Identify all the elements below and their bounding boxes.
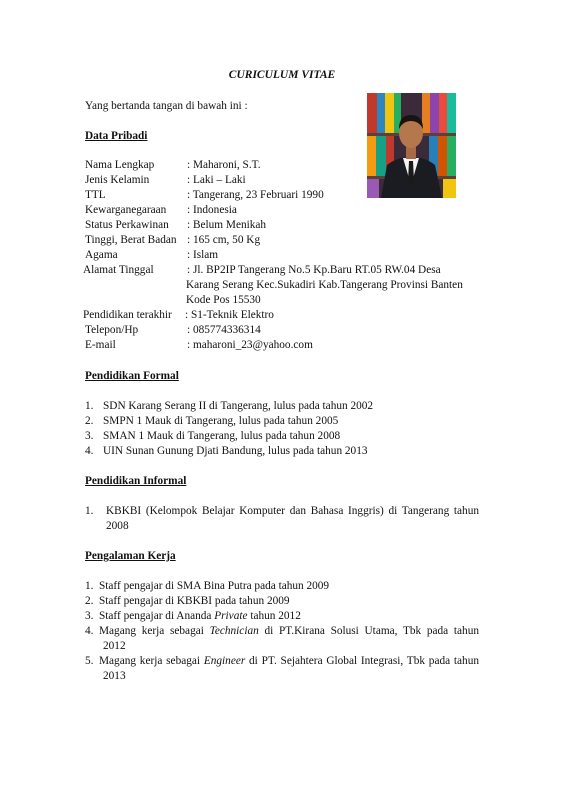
- list-item-number: 3.: [85, 430, 94, 442]
- list-item-continued: 2013: [103, 670, 126, 682]
- label-name: Nama Lengkap: [85, 159, 155, 171]
- label-religion: Agama: [85, 249, 118, 261]
- list-item-number: 3.: [85, 610, 94, 622]
- value-address-line1: : Jl. BP2IP Tangerang No.5 Kp.Baru RT.05 RW.04 Desa: [187, 264, 441, 276]
- list-item-continued: 2008: [106, 520, 129, 532]
- list-item-number: 1.: [85, 580, 94, 592]
- value-gender: : Laki – Laki: [187, 174, 246, 186]
- label-email: E-mail: [85, 339, 116, 351]
- value-phone: : 085774336314: [187, 324, 261, 336]
- label-gender: Jenis Kelamin: [85, 174, 150, 186]
- value-education: : S1-Teknik Elektro: [185, 309, 274, 321]
- section-heading-formal: Pendidikan Formal: [85, 370, 179, 382]
- value-nationality: : Indonesia: [187, 204, 237, 216]
- value-email: : maharoni_23@yahoo.com: [187, 339, 313, 351]
- list-item-number: 1.: [85, 505, 94, 517]
- list-item-number: 2.: [85, 595, 94, 607]
- list-item: UIN Sunan Gunung Djati Bandung, lulus pada tahun 2013: [103, 445, 368, 457]
- profile-photo: [367, 93, 456, 198]
- list-item: Staff pengajar di KBKBI pada tahun 2009: [99, 595, 290, 607]
- label-education: Pendidikan terakhir: [83, 309, 172, 321]
- list-item-number: 1.: [85, 400, 94, 412]
- value-birth: : Tangerang, 23 Februari 1990: [187, 189, 324, 201]
- list-item-number: 2.: [85, 415, 94, 427]
- intro-text: Yang bertanda tangan di bawah ini :: [85, 100, 248, 112]
- list-item-number: 4.: [85, 445, 94, 457]
- label-marital: Status Perkawinan: [85, 219, 169, 231]
- value-religion: : Islam: [187, 249, 219, 261]
- value-address-line3: Kode Pos 15530: [186, 294, 261, 306]
- label-nationality: Kewarganegaraan: [85, 204, 167, 216]
- label-height-weight: Tinggi, Berat Badan: [85, 234, 177, 246]
- value-height-weight: : 165 cm, 50 Kg: [187, 234, 261, 246]
- list-item: Magang kerja sebagai Technician di PT.Kirana Solusi Utama, Tbk pada tahun: [99, 625, 479, 637]
- list-item: SMPN 1 Mauk di Tangerang, lulus pada tahun 2005: [103, 415, 339, 427]
- list-item-number: 5.: [85, 655, 94, 667]
- value-marital: : Belum Menikah: [187, 219, 267, 231]
- label-birth: TTL: [85, 189, 106, 201]
- section-heading-experience: Pengalaman Kerja: [85, 550, 176, 562]
- list-item: SDN Karang Serang II di Tangerang, lulus pada tahun 2002: [103, 400, 374, 412]
- value-name: : Maharoni, S.T.: [187, 159, 261, 171]
- list-item: SMAN 1 Mauk di Tangerang, lulus pada tahun 2008: [103, 430, 341, 442]
- list-item: Staff pengajar di SMA Bina Putra pada tahun 2009: [99, 580, 330, 592]
- label-phone: Telepon/Hp: [85, 324, 139, 336]
- label-address: Alamat Tinggal: [83, 264, 154, 276]
- list-item: Magang kerja sebagai Engineer di PT. Sejahtera Global Integrasi, Tbk pada tahun: [99, 655, 479, 667]
- page-title: CURICULUM VITAE: [228, 69, 336, 81]
- list-item: Staff pengajar di Ananda Private tahun 2012: [99, 610, 301, 622]
- value-address-line2: Karang Serang Kec.Sukadiri Kab.Tangerang Provinsi Banten: [186, 279, 463, 291]
- section-heading-personal: Data Pribadi: [85, 130, 148, 142]
- list-item: KBKBI (Kelompok Belajar Komputer dan Bahasa Inggris) di Tangerang tahun: [106, 505, 479, 517]
- list-item-number: 4.: [85, 625, 94, 637]
- section-heading-informal: Pendidikan Informal: [85, 475, 187, 487]
- list-item-continued: 2012: [103, 640, 126, 652]
